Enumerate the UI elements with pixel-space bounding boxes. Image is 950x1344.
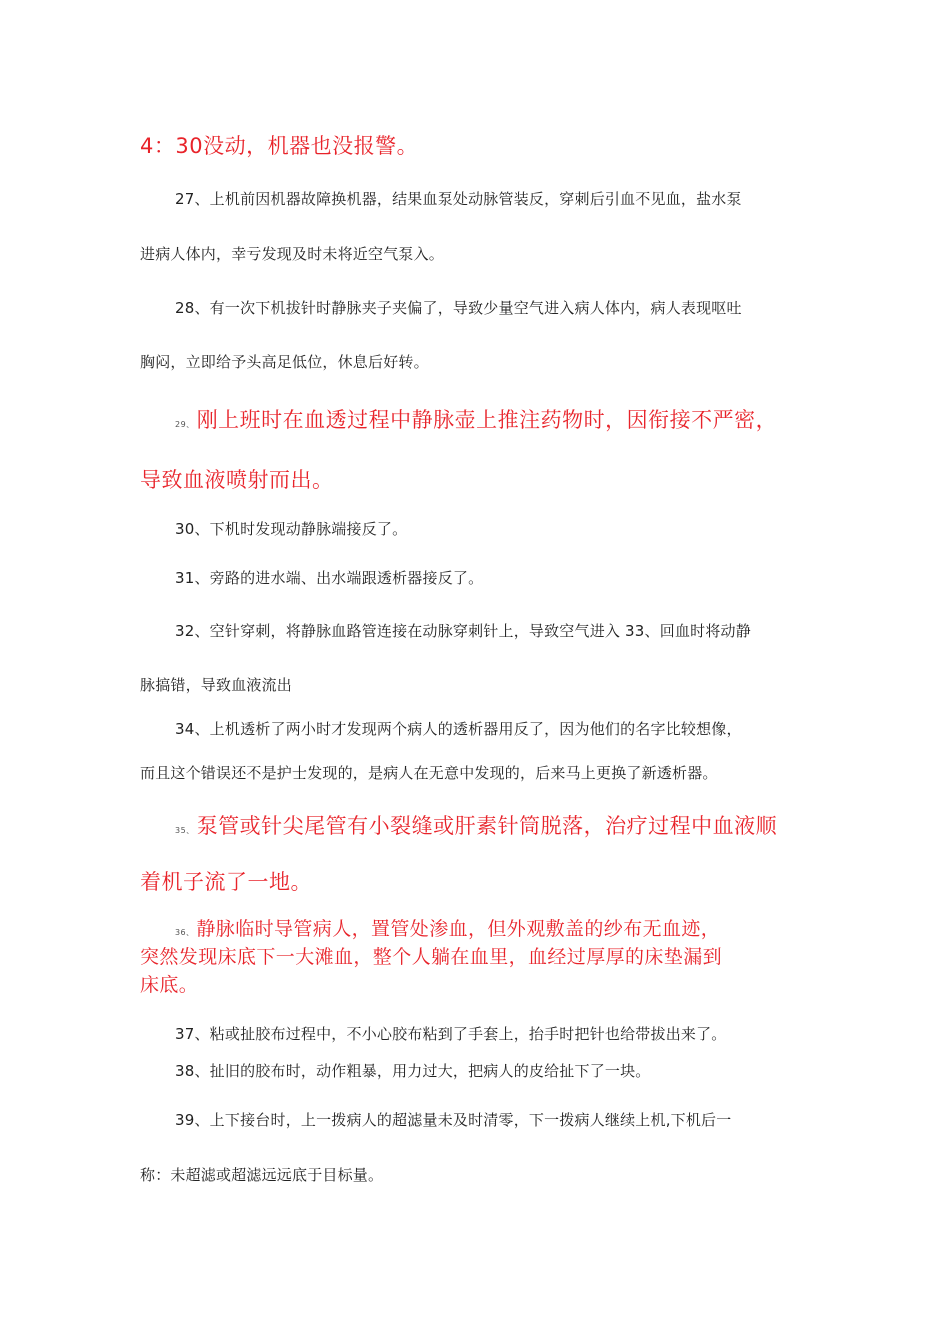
paragraph-27-line1: 27、上机前因机器故障换机器，结果血泵处动脉管装反，穿刺后引血不见血，盐水泵 xyxy=(175,190,742,208)
paragraph-39-line2: 称：未超滤或超滤远远底于目标量。 xyxy=(140,1166,384,1184)
paragraph-30: 30、下机时发现动静脉端接反了。 xyxy=(175,520,408,538)
paragraph-35-number: 35、 xyxy=(175,826,195,835)
paragraph-36-line2: 突然发现床底下一大滩血，整个人躺在血里，血经过厚厚的床垫漏到 xyxy=(140,946,723,968)
paragraph-29-text: 刚上班时在血透过程中静脉壶上推注药物时，因衔接不严密， xyxy=(196,408,778,432)
paragraph-29-line2: 导致血液喷射而出。 xyxy=(140,468,334,492)
paragraph-36-text: 静脉临时导管病人，置管处渗血，但外观敷盖的纱布无血迹， xyxy=(196,918,721,940)
paragraph-36-line3: 床底。 xyxy=(140,974,199,996)
paragraph-39-line1: 39、上下接台时，上一拨病人的超滤量未及时清零，下一拨病人继续上机,下机后一 xyxy=(175,1111,732,1129)
paragraph-34-line1: 34、上机透析了两小时才发现两个病人的透析器用反了，因为他们的名字比较想像， xyxy=(175,720,742,738)
paragraph-28-line1: 28、有一次下机拔针时静脉夹子夹偏了，导致少量空气进入病人体内，病人表现呕吐 xyxy=(175,299,742,317)
paragraph-28-line2: 胸闷，立即给予头高足低位，休息后好转。 xyxy=(140,353,429,371)
paragraph-37: 37、粘或扯胶布过程中，不小心胶布粘到了手套上，抬手时把针也给带拔出来了。 xyxy=(175,1025,727,1043)
paragraph-29-line1 xyxy=(175,404,777,434)
paragraph-31: 31、旁路的进水端、出水端跟透析器接反了。 xyxy=(175,569,484,587)
paragraph-38: 38、扯旧的胶布时，动作粗暴，用力过大，把病人的皮给扯下了一块。 xyxy=(175,1062,651,1080)
paragraph-34-line2: 而且这个错误还不是护士发现的，是病人在无意中发现的，后来马上更换了新透析器。 xyxy=(140,764,718,782)
paragraph-35-line1 xyxy=(175,810,777,840)
paragraph-35-text: 泵管或针尖尾管有小裂缝或肝素针筒脱落，治疗过程中血液顺 xyxy=(196,814,778,838)
paragraph-32-line2: 脉搞错，导致血液流出 xyxy=(140,676,293,694)
paragraph-32-line1: 32、空针穿刺，将静脉血路管连接在动脉穿刺针上，导致空气进入 33、回血时将动静 xyxy=(175,622,751,640)
paragraph-27-line2: 进病人体内，幸亏发现及时未将近空气泵入。 xyxy=(140,245,445,263)
paragraph-35-line2: 着机子流了一地。 xyxy=(140,870,312,894)
paragraph-26-tail: 4：30没动，机器也没报警。 xyxy=(140,134,419,158)
paragraph-36-number: 36、 xyxy=(175,928,195,937)
paragraph-36-line1 xyxy=(175,914,720,941)
paragraph-29-number: 29、 xyxy=(175,420,195,429)
